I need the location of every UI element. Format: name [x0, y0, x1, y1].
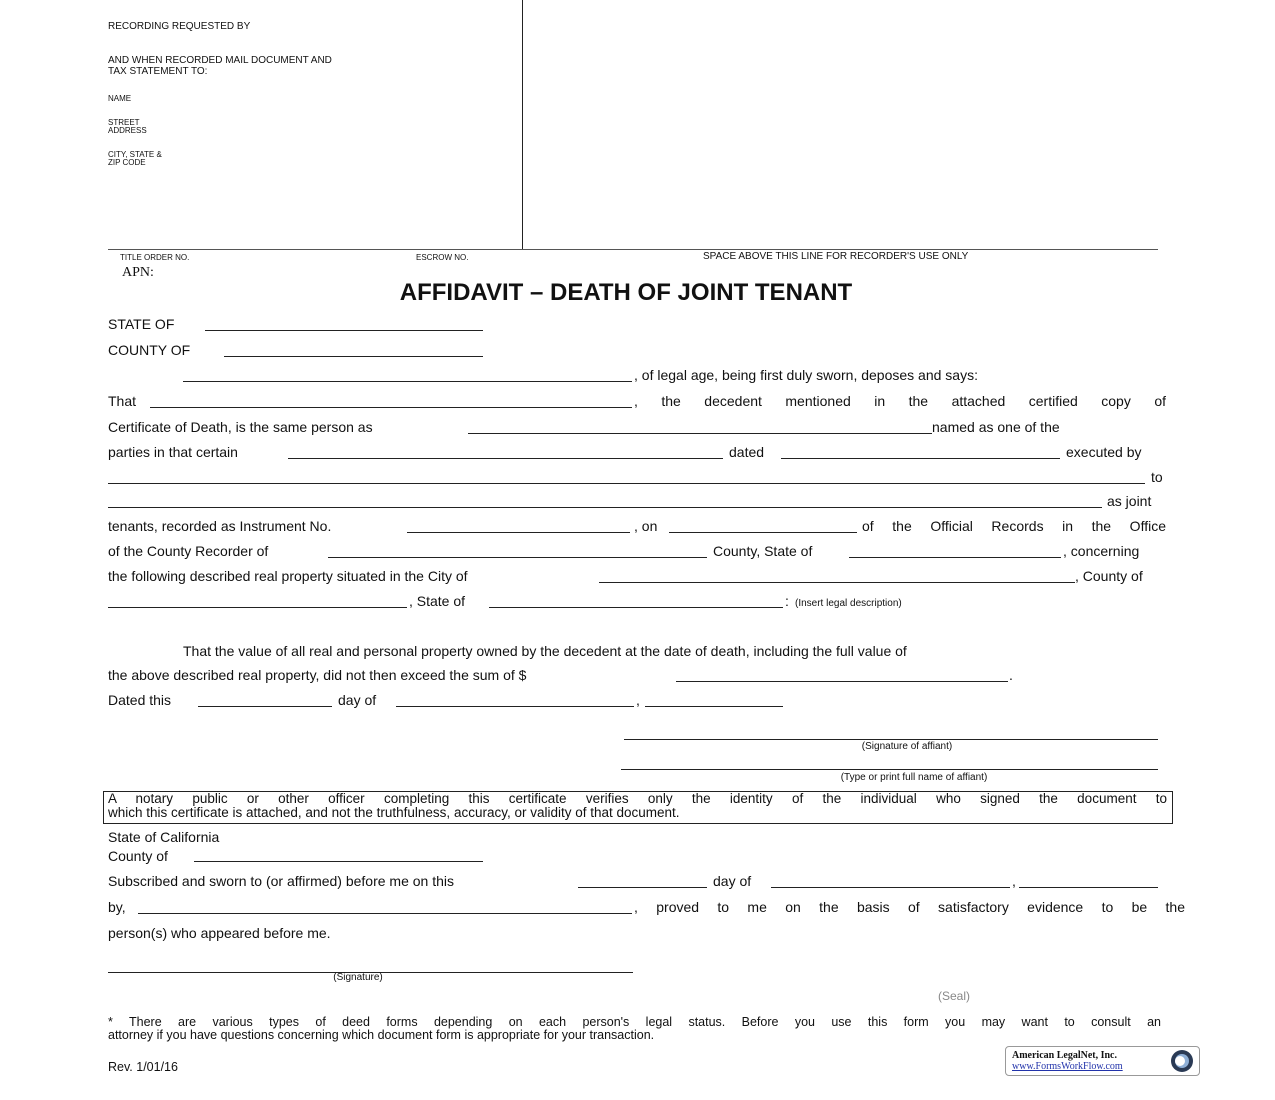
mail-to-label-2: TAX STATEMENT TO:: [108, 66, 208, 77]
notary-day-field[interactable]: [578, 887, 707, 888]
affiant-printed-name-field[interactable]: [621, 769, 1158, 770]
dated-day-field[interactable]: [198, 706, 332, 707]
county-field[interactable]: [224, 356, 483, 357]
footnote-line-1: * There are various types of deed forms depending on each person's legal status. Before you use this form you may want to consult an: [108, 1015, 1161, 1029]
text: ,: [636, 692, 640, 708]
header-divider-vertical: [522, 0, 523, 249]
notary-notice-line-1: A notary public or other officer completing this certificate verifies only the identity of the individual who signed the document to: [108, 791, 1167, 806]
dated-month-field[interactable]: [396, 706, 634, 707]
title-order-label: TITLE ORDER NO.: [120, 253, 190, 262]
apn-label: APN:: [122, 265, 154, 280]
globe-icon: [1170, 1049, 1194, 1073]
text: dated: [729, 444, 765, 460]
text: tenants, recorded as Instrument No.: [108, 518, 332, 534]
revision-label: Rev. 1/01/16: [108, 1060, 178, 1074]
executed-by-field[interactable]: [108, 483, 1145, 484]
text: executed by: [1066, 444, 1142, 460]
text: , on: [634, 518, 658, 534]
mail-to-label: AND WHEN RECORDED MAIL DOCUMENT AND: [108, 55, 332, 66]
notary-notice-line-2: which this certificate is attached, and not the truthfulness, accuracy, or validity of that document.: [108, 805, 680, 820]
recording-requested-by: RECORDING REQUESTED BY: [108, 21, 251, 32]
american-legalnet-logo[interactable]: [1005, 1046, 1200, 1076]
text: of the Official Records in the Office: [862, 518, 1166, 534]
county-of-label: COUNTY OF: [108, 342, 191, 358]
recorded-date-field[interactable]: [669, 532, 857, 533]
dated-year-field[interactable]: [645, 706, 783, 707]
signature-caption: (Signature of affiant): [861, 741, 953, 752]
text: day of: [338, 692, 377, 708]
text: , the decedent mentioned in the attached certified copy of: [634, 393, 1166, 409]
text: That the value of all real and personal property owned by the decedent at the date of death, including the full value of: [183, 643, 907, 659]
state-of-label: STATE OF: [108, 316, 175, 332]
zip-label: ZIP CODE: [108, 158, 146, 167]
printed-name-caption: (Type or print full name of affiant): [840, 772, 988, 783]
property-county-field[interactable]: [108, 607, 407, 608]
affiant-signature-field[interactable]: [624, 739, 1158, 740]
street-label: STREET: [108, 118, 140, 127]
notary-county-label: County of: [108, 848, 168, 864]
text: , proved to me on the basis of satisfactory evidence to be the: [634, 899, 1185, 915]
text: , of legal age, being first duly sworn, deposes and says:: [634, 367, 978, 383]
text: Subscribed and sworn to (or affirmed) before me on this: [108, 873, 455, 889]
text: named as one of the: [932, 419, 1060, 435]
value-sum-field[interactable]: [676, 681, 1008, 682]
city-field[interactable]: [599, 582, 1075, 583]
text: as joint: [1107, 493, 1152, 509]
text: , County of: [1075, 568, 1143, 584]
instrument-type-field[interactable]: [288, 458, 723, 459]
recorder-space-label: SPACE ABOVE THIS LINE FOR RECORDER'S USE ONLY: [703, 251, 969, 262]
text: County, State of: [713, 543, 813, 559]
state-field[interactable]: [205, 330, 483, 331]
affiant-name-field[interactable]: [183, 381, 632, 382]
instrument-no-field[interactable]: [407, 532, 630, 533]
recorder-line: [108, 249, 1158, 250]
text: :: [785, 593, 789, 609]
text: , State of: [409, 593, 466, 609]
notary-state: State of California: [108, 829, 220, 845]
notary-month-field[interactable]: [771, 887, 1010, 888]
notary-year-field[interactable]: [1019, 887, 1158, 888]
text: the above described real property, did not then exceed the sum of $: [108, 667, 527, 683]
text: by,: [108, 899, 126, 915]
instrument-date-field[interactable]: [781, 458, 1060, 459]
footnote-line-2: attorney if you have questions concerning which document form is appropriate for your transaction.: [108, 1028, 655, 1042]
text: person(s) who appeared before me.: [108, 925, 331, 941]
same-person-field[interactable]: [468, 433, 932, 434]
text: .: [1009, 667, 1013, 683]
text: the following described real property situated in the City of: [108, 568, 468, 584]
property-state-field[interactable]: [489, 607, 783, 608]
escrow-label: ESCROW NO.: [416, 253, 469, 262]
grantees-field[interactable]: [108, 507, 1102, 508]
recorder-county-field[interactable]: [328, 557, 707, 558]
seal-label: (Seal): [938, 989, 971, 1003]
text: day of: [713, 873, 752, 889]
decedent-field[interactable]: [150, 407, 632, 408]
recorder-state-field[interactable]: [849, 557, 1061, 558]
text: ,: [1012, 873, 1016, 889]
text: Certificate of Death, is the same person as: [108, 419, 373, 435]
name-label: NAME: [108, 94, 132, 103]
notary-county-field[interactable]: [194, 861, 483, 862]
text: Dated this: [108, 692, 172, 708]
notary-by-field[interactable]: [138, 913, 632, 914]
logo-company-name: American LegalNet, Inc.: [1012, 1050, 1117, 1061]
city-label: CITY, STATE &: [108, 150, 162, 159]
text: parties in that certain: [108, 444, 238, 460]
text: , concerning: [1063, 543, 1140, 559]
page-title: AFFIDAVIT – DEATH OF JOINT TENANT: [399, 279, 853, 306]
text: to: [1151, 469, 1163, 485]
notary-signature-caption: (Signature): [333, 972, 383, 983]
text: That: [108, 393, 137, 409]
logo-url-link[interactable]: www.FormsWorkFlow.com: [1012, 1061, 1123, 1072]
legal-description-hint: (Insert legal description): [795, 598, 902, 609]
address-label: ADDRESS: [108, 126, 147, 135]
text: of the County Recorder of: [108, 543, 269, 559]
